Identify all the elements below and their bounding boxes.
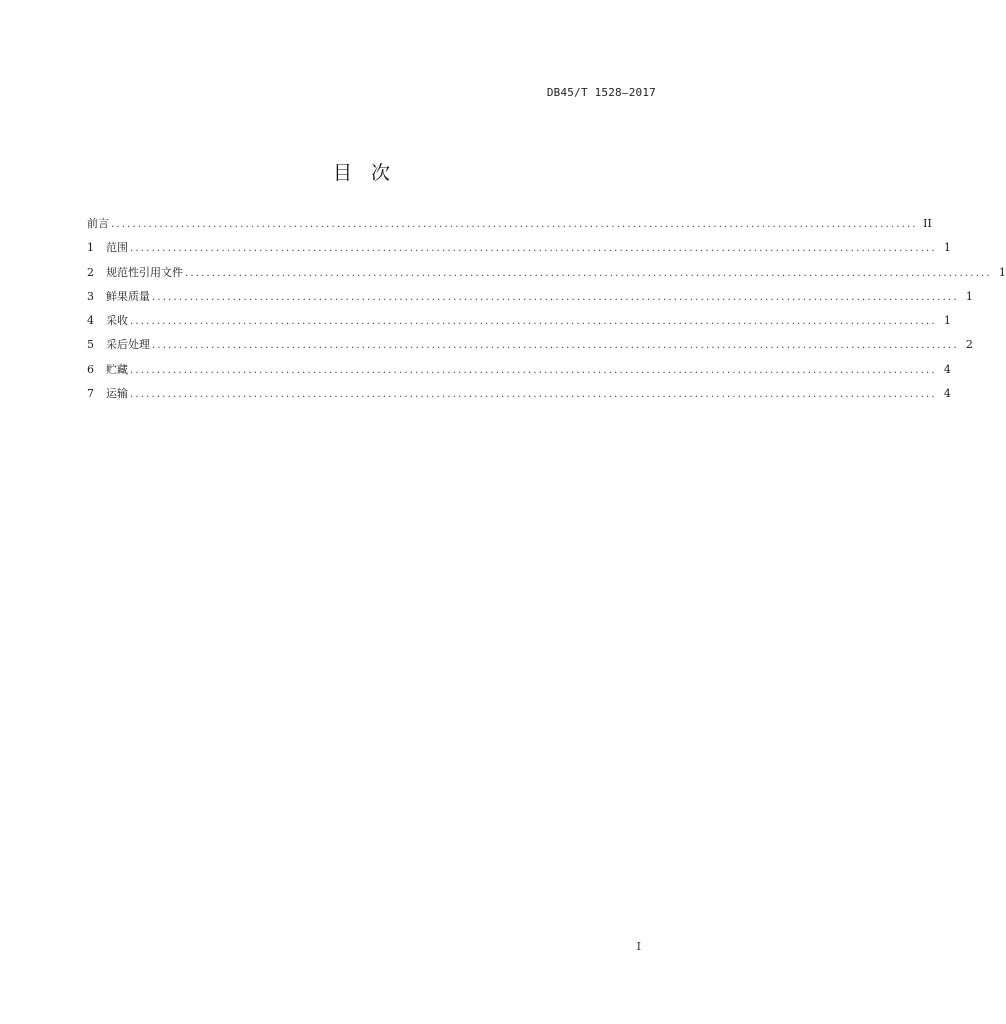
toc-leader-dots: ...................................................................................................................................................... <box>152 291 959 303</box>
toc-title-right: 次 <box>371 162 392 184</box>
toc-entry-label: 规范性引用文件 <box>106 265 183 279</box>
toc-entry-page: II <box>923 217 932 230</box>
toc-leader-dots: ...................................................................................................................................................... <box>130 364 937 376</box>
toc-leader-dots: ...................................................................................................................................................... <box>185 267 992 279</box>
toc-leader-dots: ...................................................................................................................................................... <box>152 340 959 352</box>
toc-leader-dots: ...................................................................................................................................................... <box>130 243 937 255</box>
toc-entry-page: 1 <box>998 265 1006 279</box>
toc-entry-foreword[interactable] <box>87 216 932 240</box>
toc-entry-number: 7 <box>87 387 94 401</box>
toc-leader-dots: ...................................................................................................................................................... <box>130 389 937 401</box>
toc-entry-harvesting[interactable] <box>87 313 951 337</box>
toc-entry-label: 前言 <box>87 217 109 230</box>
toc-entry-page: 1 <box>943 241 951 255</box>
toc-entry-page: 4 <box>943 362 951 376</box>
toc-entry-label: 鲜果质量 <box>106 289 150 303</box>
toc-entry-normative-references[interactable] <box>87 265 1006 289</box>
toc-leader-dots: ...................................................................................................................................................... <box>111 219 918 230</box>
toc-leader-dots: ...................................................................................................................................................... <box>130 316 937 328</box>
toc-entry-number: 3 <box>87 289 94 303</box>
toc-entry-number: 5 <box>87 338 94 352</box>
toc-entry-storage[interactable] <box>87 362 951 386</box>
toc-entry-page: 4 <box>943 387 951 401</box>
page-number: I <box>636 940 641 953</box>
toc-entry-post-harvest[interactable] <box>87 337 973 361</box>
toc-entry-page: 1 <box>943 314 951 328</box>
toc-entry-page: 2 <box>965 338 973 352</box>
toc-entry-number: 4 <box>87 314 94 328</box>
toc-list <box>87 216 1006 410</box>
toc-entry-label: 采后处理 <box>106 338 150 352</box>
toc-entry-label: 范围 <box>106 241 128 255</box>
toc-entry-transport[interactable] <box>87 386 951 410</box>
toc-title-left: 目 <box>332 162 353 184</box>
toc-entry-label: 贮藏 <box>106 362 128 376</box>
toc-title <box>0 158 724 185</box>
toc-entry-number: 2 <box>87 265 94 279</box>
standard-code: DB45/T 1528—2017 <box>546 86 656 99</box>
toc-entry-number: 6 <box>87 362 94 376</box>
toc-entry-page: 1 <box>965 289 973 303</box>
toc-entry-fruit-quality[interactable] <box>87 289 973 313</box>
toc-entry-label: 运输 <box>106 387 128 401</box>
toc-entry-scope[interactable] <box>87 240 951 264</box>
toc-entry-label: 采收 <box>106 314 128 328</box>
toc-entry-number: 1 <box>87 241 94 255</box>
